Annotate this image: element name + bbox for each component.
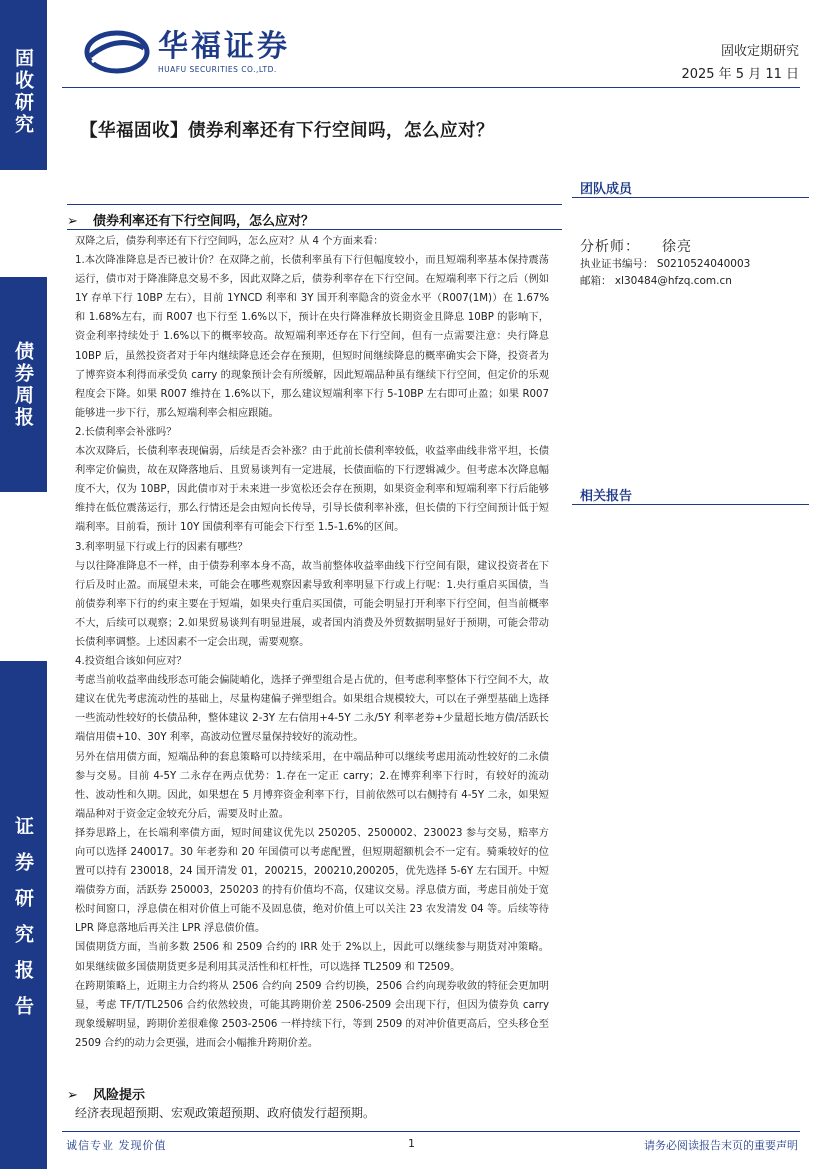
related-reports-heading: 相关报告	[580, 489, 633, 504]
left-sidebar	[0, 0, 47, 1169]
risk-text: 经济表现超预期、宏观政策超预期、政府债发行超预期。	[75, 1106, 376, 1120]
sidebar-category-label: 固收研究	[12, 48, 34, 136]
header-meta	[681, 40, 799, 86]
body-paragraph: 国债期货方面，当前多数 2506 和 2509 合约的 IRR 处于 2%以上，因此可以继续参与期货对冲策略。如果继续做多国债期货更多是利用其灵活性和杠杆性，可以选择 TL2509 和 T2509。	[75, 942, 549, 973]
body-paragraph: 在跨期策略上，近期主力合约将从 2506 合约向 2509 合约切换，2506 合约向现券收敛的特征会更加明显，考虑 TF/T/TL2506 合约依然较贵，可能其跨期价差 2506-2509 会出现下行，但因为债券负 carry 现象缓解明显，跨期价差很难像 2503-2506 一样持续下行，等到 2509 的对冲价值更高后，空头移仓至 2509 合约的动力会更强，进而会小幅推升跨期价差。	[75, 980, 549, 1049]
risk-heading-text: 风险提示	[93, 1088, 146, 1103]
body-paragraph: 1.本次降准降息是否已被计价？在双降之前，长债利率虽有下行但幅度较小，而且短端利率基本保持震荡运行，债市对于降准降息交易不多，因此双降之后，债券利率存在下行空间。在短端利率下行之后（例如 1Y 存单下行 10BP 左右），目前 1YNCD 利率和 3Y 国开利率隐含的资金水平（R007(1M)）在 1.67%和 1.68%左右，而 R007 也下行至 1.6%以下，预计在央行降准释放长期资金且降息 10BP 的影响下，资金利率持续处于 1.6%以下的概率较高。故短端利率还存在下行空间，但有一点需要注意：央行降息 10BP 后，虽然投资者对于年内继续降息还会存在预期，但短时间继续降息的概率确实会下降，投资者为了博弈资本利得而承受负 carry 的现象预计会有所缓解，因此短端品种虽有继续下行空间，但定价的乐观程度会下降。如果 R007 维持在 1.6%以下，那么建议短端利率下行 5-10BP 左右即可止盈；如果 R007 能够进一步下行，那么短端利率会相应跟随。	[75, 255, 549, 419]
body-paragraph: 考虑当前收益率曲线形态可能会偏陡峭化，选择子弹型组合是占优的，但考虑利率整体下行空间不大，故建议在优先考虑流动性的基础上，尽量构建偏子弹型组合。如果组合规模较大，可以在子弹型基础上选择一些流动性较好的长债品种，整体建议 2-3Y 左右信用+4-5Y 二永/5Y 利率老券+少量超长地方债/活跃长端信用债+10、30Y 利率，高波动位置尽量保持较好的流动性。	[75, 675, 549, 744]
body-paragraph: 2.长债利率会补涨吗？	[75, 426, 177, 438]
body-paragraph: 择券思路上，在长端利率债方面，短时间建议优先以 250205、2500002、230023 参与交易，赔率方向可以选择 240017。30 年老券和 20 年国债可以考虑配置，但短期超额机会不一定有。骑乘较好的位置可以持有 230018，24 国开清发 01，200215，200210,200205，优先选择 5-6Y 左右国开。中短端债券方面，活跃券 250003，250203 的持有价值均不高，仅建议交易。浮息债方面，考虑目前处于宽松时间窗口，浮息债在相对价值上可能不及固息债，绝对价值上可以关注 23 农发清发 04 等。后续等待 LPR 降息落地后再关注 LPR 浮息债价值。	[75, 827, 549, 935]
logo-chinese-name: 华福证券	[158, 29, 290, 64]
analyst-cert: 执业证书编号： S0210524040003	[580, 258, 751, 270]
header-divider	[62, 87, 800, 88]
analyst-email[interactable]: 邮箱： xl30484@hfzq.com.cn	[580, 275, 732, 287]
body-paragraph: 本次双降后，长债利率表现偏弱，后续是否会补涨？由于此前长债利率较低，收益率曲线非常平坦，长债利率定价偏贵，故在双降落地后、且贸易谈判有一定进展，长债面临的下行逻辑减少。但考虑本次降息幅度不大，仅为 10BP，因此债市对于未来进一步宽松还会存在预期，如果资金利率和短端利率下行后能够维持在低位震荡运行，那么行情还是会由短向长传导，引导长债利率补涨，但长债的下行空间预计低于短端利率。目前看，预计 10Y 国债利率有可能会下行至 1.5-1.6%的区间。	[75, 446, 549, 534]
footer-divider	[62, 1131, 800, 1132]
analyst-line	[580, 236, 692, 256]
body-paragraph: 4.投资组合该如何应对？	[75, 656, 187, 668]
sidebar-report-type-block	[0, 277, 47, 492]
report-date: 2025 年 5 月 11 日	[681, 67, 799, 82]
logo-english-name: HUAFU SECURITIES CO.,LTD.	[158, 65, 277, 74]
body-paragraph: 另外在信用债方面，短端品种的套息策略可以持续采用，在中端品种可以继续考虑用流动性较好的二永债参与交易。目前 4-5Y 二永存在两点优势：1.存在一定正 carry；2.在博弈利率下行时，有较好的流动性、波动性和久期。因此，如果想在 5 月博弈资金利率下行，目前依然可以右侧持有 4-5Y 二永，如果短端品种对于资金定金较充分后，需要及时止盈。	[75, 751, 549, 820]
sidebar-research-block	[0, 661, 47, 1169]
logo-globe-icon	[82, 30, 152, 74]
body-paragraph: 3.利率明显下行或上行的因素有哪些？	[75, 541, 248, 553]
section-heading-text: 债券利率还有下行空间吗，怎么应对？	[93, 214, 315, 229]
page-number: 1	[408, 1137, 415, 1150]
sidebar-research-label: 证券研究报告	[12, 816, 34, 1032]
sidebar-category-block	[0, 0, 47, 170]
page-title: 【华福固收】债券利率还有下行空间吗，怎么应对？	[80, 121, 494, 141]
section-divider-bottom	[67, 229, 562, 230]
analyst-name: 徐亮	[662, 239, 692, 255]
company-logo	[82, 30, 290, 74]
footer-slogan: 诚信专业 发现价值	[66, 1139, 167, 1152]
team-heading: 团队成员	[580, 182, 633, 197]
body-paragraph: 与以往降准降息不一样，由于债券利率本身不高，故当前整体收益率曲线下行空间有限，建议投资者在下行后及时止盈。而展望未来，可能会在哪些观察因素导致利率明显下行或上行呢：1.央行重启买国债，当前债券利率下行的约束主要在于短端，如果央行重启买国债，可能会明显打开利率下行空间，但当前概率不大，后续可以观察；2.如果贸易谈判有明显进展，或者国内消费及外贸数据明显好于预期，可能会带动长债利率调整。上述因素不一定会出现，需要观察。	[75, 560, 549, 648]
arrow-bullet-icon: ➢	[67, 1088, 78, 1103]
arrow-bullet-icon: ➢	[67, 214, 78, 229]
sidebar-report-type-label: 债券周报	[12, 340, 34, 429]
report-type: 固收定期研究	[720, 44, 799, 59]
body-paragraph: 双降之后，债券利率还有下行空间吗，怎么应对？从 4 个方面来看：	[75, 236, 384, 247]
analyst-label: 分析师：	[580, 239, 640, 255]
risk-heading	[67, 1084, 145, 1103]
related-divider	[572, 504, 809, 505]
section-divider-top	[67, 204, 562, 205]
team-divider	[572, 197, 809, 198]
section-body	[75, 232, 549, 1053]
footer-disclaimer: 请务必阅读报告末页的重要声明	[644, 1139, 798, 1152]
